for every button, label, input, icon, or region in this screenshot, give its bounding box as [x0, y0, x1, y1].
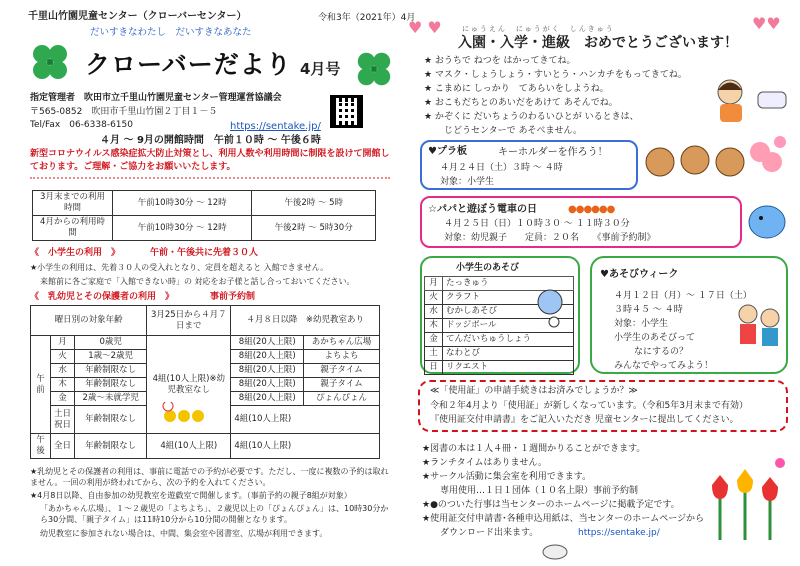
program-cell: よちよち — [304, 350, 380, 364]
elementary-heading: 《 小学生の利用 》 — [30, 248, 121, 258]
footer-line-2: ★ランチタイムはありません。 — [422, 458, 547, 468]
elementary-heading-note: 午前・午後共に先着３０人 — [150, 248, 259, 258]
plaban-title: ♥プラ板 — [428, 146, 467, 157]
infant-table — [30, 305, 380, 459]
issue-number: 4月号 — [300, 60, 341, 78]
plaban-date: ４月２４日（土）３時 ～ ４時 — [440, 163, 563, 173]
play-day: 月 — [425, 277, 443, 291]
infant-note-2: ★4月8日以降、自由参加の幼児教室を遊戯室で開催します。（事前予約の親子8組が対象） — [30, 491, 352, 500]
play-game: むかしあそび — [443, 305, 574, 319]
week-title: ♥あそびウィーク — [600, 269, 679, 280]
capacity-cell: 8組(20人上限) — [231, 392, 304, 406]
time-row-am: 午前10時30分 ～ 12時 — [113, 191, 252, 216]
address-line: 〒565-0852 吹田市千里山竹園２丁目１－５ — [30, 107, 218, 117]
time-row-pm: 午後2時 ～ 5時 — [252, 191, 376, 216]
footer-line-6: ★使用証交付申請書･各種申込用紙は、当センターのホームページから — [422, 514, 705, 524]
play-day: 水 — [425, 305, 443, 319]
week-question-3: みんなでやってみよう！ — [614, 361, 714, 371]
infant-header-age: 曜日別の対象年齢 — [31, 306, 147, 336]
welcome-line-3: ★ こまめに しっかり てあらいをしようね。 — [424, 84, 609, 94]
age-cell: 年齢制限なし — [75, 434, 147, 459]
child-handwash-illustration-icon — [700, 70, 790, 125]
time-row-am: 午前10時30分 ～ 12時 — [113, 216, 252, 241]
welcome-line-6: じどうセンターで あそべません。 — [444, 126, 583, 136]
chicks-illustration-icon — [162, 402, 212, 424]
bunting-decoration — [30, 177, 390, 189]
clover-left-icon — [28, 40, 72, 84]
play-game: なわとび — [443, 347, 574, 361]
usage-card-title: ≪「使用証」の申請手続きはお済みでしょうか？≫ — [430, 386, 638, 396]
welcome-line-1: ★ おうちで ねつを はかってきてね。 — [424, 56, 576, 66]
children-illustration-icon — [730, 300, 785, 350]
capacity-cell: 8組(20人上限) — [231, 336, 304, 350]
qr-code-icon — [330, 95, 363, 128]
website-link[interactable]: https://sentake.jp/ — [230, 121, 321, 132]
week-question-1: 小学生のあそびって — [614, 333, 696, 343]
opening-hours: ４月 ～ 9月の開館時間 午前１０時 ～ 午後６時 — [100, 135, 321, 146]
day-cell: 火 — [51, 350, 75, 364]
footer-line-4: 専用使用…１日１団体（１０名上限）事前予約制 — [440, 486, 639, 496]
elementary-note-1: ★小学生の利用は、先着３０人の受入れとなり、定員を超えると 入館できません。 — [30, 263, 329, 272]
day-cell: 月 — [51, 336, 75, 350]
play-day: 土 — [425, 347, 443, 361]
infant-heading-note: 事前予約制 — [210, 292, 256, 302]
tulips-illustration-icon — [700, 455, 790, 545]
age-cell: 2歳～未就学児 — [75, 392, 147, 406]
play-day: 金 — [425, 333, 443, 347]
tagline: だいすきなわたし だいすきなあなた — [90, 27, 252, 38]
plaban-target: 対象：小学生 — [440, 177, 495, 187]
day-cell: 水 — [51, 364, 75, 378]
capacity-cell: 8組(20人上限) — [231, 350, 304, 364]
age-cell: 年齢制限なし — [75, 406, 147, 434]
train-decoration-icon: ●●●●●● — [568, 204, 615, 215]
welcome-title: 入園・入学・進級 おめでとうございます！ — [458, 35, 738, 51]
usage-card-line-2: 『使用証交付申請書』をご記入いただき 児童センターに提出してください。 — [430, 415, 739, 425]
welcome-line-2: ★ マスク・しょうしょう・すいとう・ハンカチをもってきてね。 — [424, 70, 687, 80]
day-cell: 全日 — [51, 434, 75, 459]
papa-title: ☆パパと遊ぼう電車の日 — [428, 204, 537, 215]
papa-target: 対象：幼児親子 定員：２０名 《事前予約制》 — [444, 233, 656, 243]
week-target: 対象：小学生 — [614, 319, 669, 329]
day-cell: 金 — [51, 392, 75, 406]
covid-notice: 新型コロナウイルス感染症拡大防止対策とし、利用人数や利用時間に制限を設けて開館しております。ご理解・ご協力をお願いいたします。 — [30, 149, 390, 172]
usage-card-line-1: 令和２年4月より「使用証」が新しくなっています。（令和5年3月末まで有効） — [430, 401, 748, 411]
play-game: たっきゅう — [443, 277, 574, 291]
papa-date: ４月２５日（日）１０時３０ ～ １１時３０分 — [444, 219, 630, 229]
hearts-decoration-icon: ♥ ♥ — [408, 18, 442, 37]
program-cell: あかちゃん広場 — [304, 336, 380, 350]
time-row-label: 4月からの利用時間 — [33, 216, 113, 241]
footer-line-3: ★サークル活動に集会室を利用できます。 — [422, 472, 592, 482]
time-table — [32, 190, 376, 241]
week-time: ３時４５ ～ ４時 — [614, 305, 683, 315]
footer-line-5: ★●のついた行事は当センターのホームページに掲載予定です。 — [422, 500, 680, 510]
bears-illustration-icon — [640, 132, 790, 192]
age-cell: 年齢制限なし — [75, 364, 147, 378]
play-title: 小学生のあそび — [456, 263, 520, 273]
program-cell: ぴょんぴょん — [304, 392, 380, 406]
age-cell: 0歳児 — [75, 336, 147, 350]
play-day: 火 — [425, 291, 443, 305]
infant-header-early: 3月25日から４月７日まで — [147, 306, 231, 336]
week-date: ４月１２日（月）～ １７日（土） — [614, 291, 752, 301]
tel-line: Tel/Fax 06-6338-6150 — [30, 120, 133, 130]
elementary-note-2: 来館前に各ご家庭で「入館できない時」の 対応をお子様と話し合っておいてください。 — [40, 277, 355, 286]
manager-line: 指定管理者 吹田市立千里山竹園児童センター管理運営協議会 — [30, 93, 282, 103]
elephant-illustration-icon — [745, 200, 790, 245]
play-game: てんだいちゅうしょう — [443, 333, 574, 347]
program-cell: 親子タイム — [304, 378, 380, 392]
welcome-furigana: にゅうえん にゅうがく しんきゅう — [462, 25, 615, 33]
cat-illustration-icon — [540, 540, 570, 560]
time-row-label: 3月末までの利用時間 — [33, 191, 113, 216]
clover-right-icon — [353, 48, 395, 90]
cat-ball-illustration-icon — [528, 284, 572, 328]
infant-note-3: 「あかちゃん広場」、１～２歳児の「よちよち」、２歳児以上の「ぴょんぴょん」は、10時30分から30分間、「親子タイム」は11時10分から10分間の開催となります。 — [40, 504, 389, 524]
infant-heading: 《 乳幼児とその保護者の利用 》 — [30, 292, 175, 302]
issue-date: 令和3年（2021年）4月 — [318, 13, 416, 23]
am-label: 午前 — [31, 336, 51, 434]
day-cell: 木 — [51, 378, 75, 392]
age-cell: 年齢制限なし — [75, 378, 147, 392]
capacity-cell: 4組(10人上限) — [231, 434, 380, 459]
early-period-cell: 4組(10人上限)※幼児教室なし — [147, 336, 231, 434]
time-row-pm: 午後2時 ～ 5時30分 — [252, 216, 376, 241]
capacity-cell: 8組(20人上限) — [231, 364, 304, 378]
week-question-2: なにするの？ — [634, 347, 689, 357]
capacity-cell: 4組(10人上限) — [231, 406, 380, 434]
capacity-cell: 8組(20人上限) — [231, 378, 304, 392]
early-period-cell: 4組(10人上限) — [147, 434, 231, 459]
welcome-line-5: ★ かぞくに だいちょうのわるいひとが いるときは、 — [424, 112, 639, 122]
footer-line-1: ★図書の本は１人４冊・１週間かりることができます。 — [422, 444, 646, 454]
play-day: 日 — [425, 361, 443, 375]
infant-note-4: 幼児教室に参加されない場合は、中間、集会室や図書室、広場が利用できます。 — [40, 529, 328, 538]
footer-website-link[interactable]: https://sentake.jp/ — [578, 528, 660, 538]
infant-header-late: ４月８日以降 ※幼児教室あり — [231, 306, 380, 336]
plaban-event: キーホルダーを作ろう！ — [498, 147, 608, 158]
play-game: リクエスト — [443, 361, 574, 375]
play-game: クラフト — [443, 291, 574, 305]
infant-note-1: ★乳幼児とその保護者の利用は、事前に電話での予約が必要です。ただし、一度に複数の予約は取れません。一回の利用が終われてから、次の予約を入れてください。 — [30, 467, 389, 487]
center-name: 千里山竹園児童センター（クローバーセンター） — [28, 11, 247, 22]
footer-line-7: ダウンロード出来ます。 — [440, 528, 539, 538]
pm-label: 午後 — [31, 434, 51, 459]
program-cell: 親子タイム — [304, 364, 380, 378]
welcome-line-4: ★ おこもだちとのあいだをあけて あそんでね。 — [424, 98, 618, 108]
age-cell: 1歳～2歳児 — [75, 350, 147, 364]
hearts-decoration-right-icon: ♥♥ — [752, 14, 781, 33]
play-game: ドッジボール — [443, 319, 574, 333]
play-day: 木 — [425, 319, 443, 333]
day-cell: 土日祝日 — [51, 406, 75, 434]
newsletter-title: クローバーだより — [85, 50, 292, 79]
